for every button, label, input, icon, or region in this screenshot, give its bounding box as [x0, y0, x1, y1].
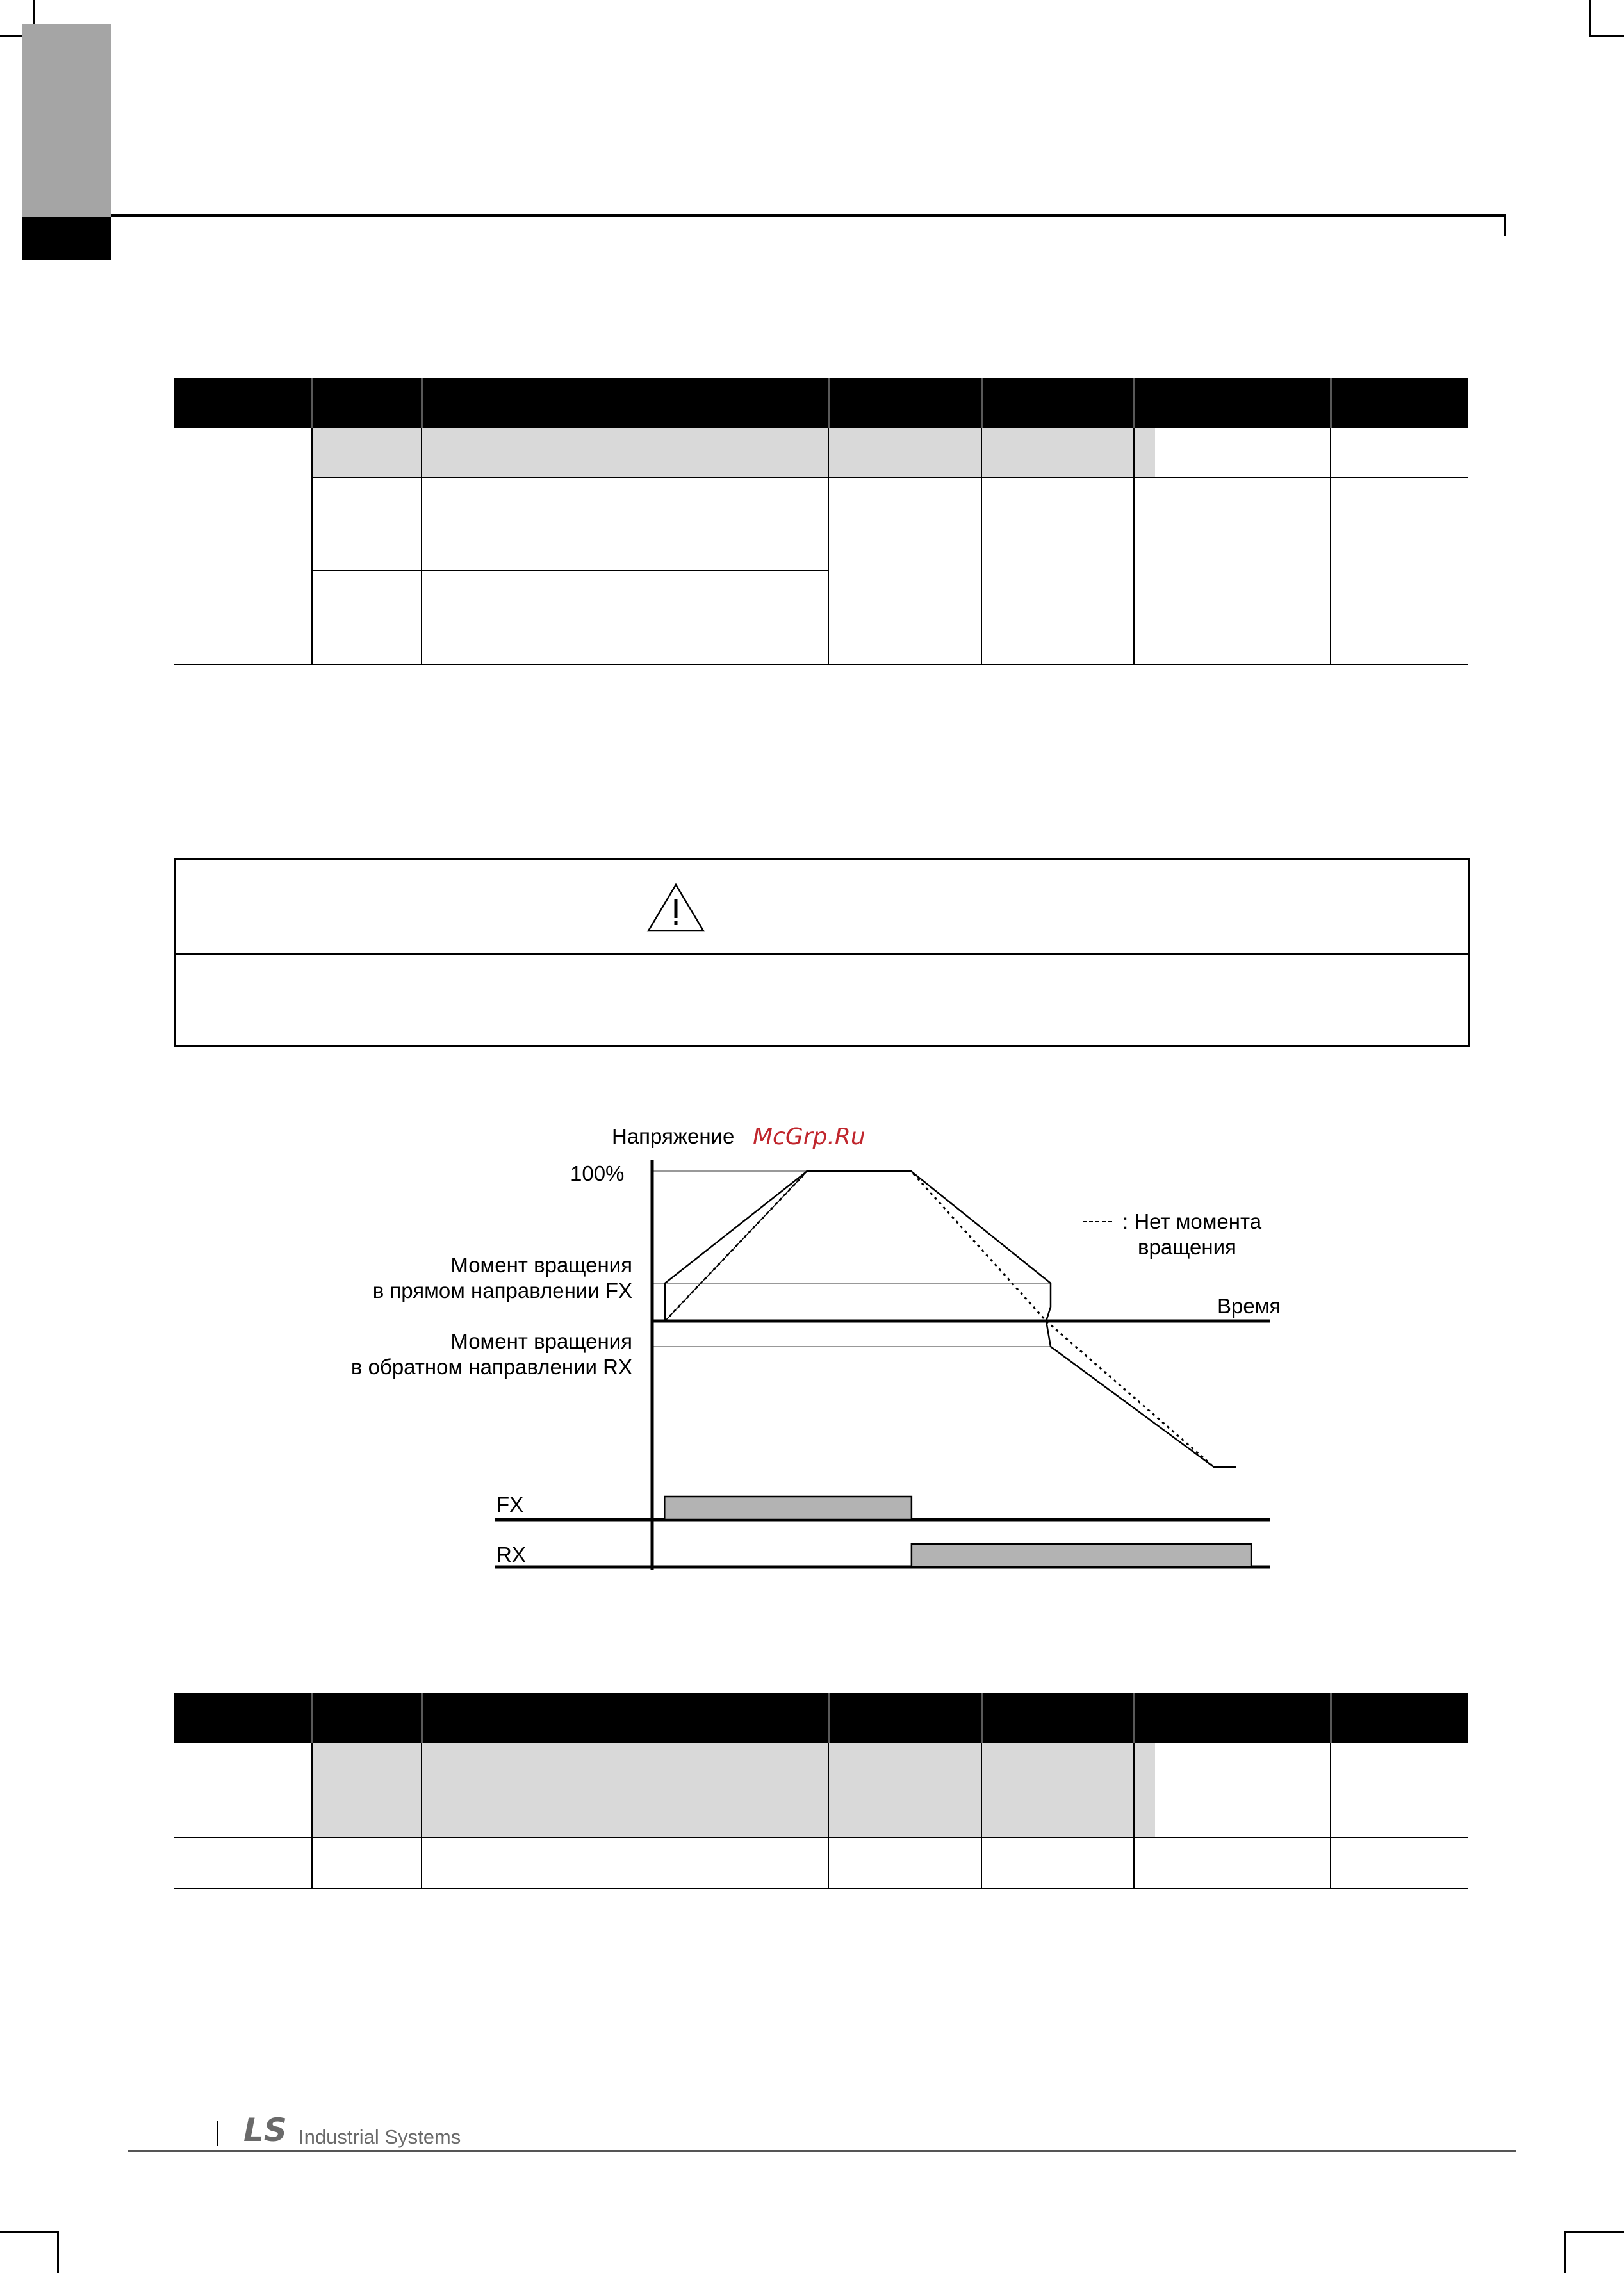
- chart-ylabel: Напряжение: [612, 1124, 735, 1148]
- footer-company: Industrial Systems: [299, 2126, 461, 2148]
- column-divider: [981, 1743, 982, 1889]
- rx-torque-label-line1: Момент вращения: [450, 1329, 632, 1353]
- header-separator: [981, 378, 983, 428]
- table-bottom-border: [174, 1888, 1468, 1889]
- header-rule: [111, 214, 1506, 217]
- crop-mark: [1589, 0, 1591, 37]
- caution-divider: [176, 953, 1468, 955]
- crop-mark: [57, 2231, 59, 2273]
- column-divider: [828, 1743, 829, 1889]
- rx-signal-bar: [912, 1544, 1251, 1567]
- fx-signal-label: FX: [496, 1493, 524, 1516]
- header-rule-tick: [1504, 214, 1506, 236]
- legend-label-line1: : Нет момента: [1122, 1210, 1262, 1233]
- header-separator: [311, 378, 313, 428]
- footer-bar: [217, 2121, 218, 2146]
- column-divider: [421, 1743, 422, 1889]
- parameter-table-2: [174, 1693, 1468, 1892]
- column-divider: [421, 428, 422, 665]
- header-separator: [421, 378, 423, 428]
- footer-rule: [128, 2150, 1516, 2152]
- legend-label-line2: вращения: [1138, 1235, 1236, 1259]
- column-divider: [828, 428, 829, 665]
- fx-signal-bar: [664, 1497, 912, 1520]
- header-separator: [981, 1693, 983, 1743]
- header-separator: [1133, 378, 1135, 428]
- header-separator: [828, 1693, 830, 1743]
- crop-mark: [1589, 35, 1624, 37]
- chapter-tab-marker: [22, 217, 111, 260]
- header-separator: [1133, 1693, 1135, 1743]
- header-separator: [1330, 378, 1332, 428]
- table-row-shaded: [313, 1743, 1155, 1837]
- parameter-table-1: [174, 378, 1468, 666]
- row-divider: [174, 1837, 1468, 1838]
- column-divider: [311, 1743, 313, 1889]
- row-divider: [313, 477, 1468, 478]
- rx-signal-label: RX: [496, 1543, 526, 1566]
- caution-box: [174, 858, 1470, 1047]
- row-divider: [313, 570, 828, 571]
- chart-xlabel: Время: [1217, 1294, 1281, 1318]
- watermark: McGrp.Ru: [753, 1124, 865, 1150]
- header-separator: [311, 1693, 313, 1743]
- header-separator: [1330, 1693, 1332, 1743]
- column-divider: [1330, 1743, 1331, 1889]
- rx-torque-label-line2: в обратном направлении RX: [350, 1355, 632, 1379]
- column-divider: [1330, 428, 1331, 665]
- ls-logo: LS: [243, 2112, 287, 2149]
- crop-mark: [0, 2231, 59, 2233]
- chapter-tab: [22, 24, 111, 217]
- column-divider: [981, 428, 982, 665]
- y-tick-100: 100%: [570, 1161, 625, 1185]
- table-bottom-border: [174, 664, 1468, 665]
- warning-triangle-icon: [646, 882, 706, 933]
- fx-torque-label-line2: в прямом направлении FX: [372, 1279, 632, 1302]
- table-header: [174, 1693, 1468, 1743]
- column-divider: [311, 428, 313, 665]
- crop-mark: [1564, 2231, 1624, 2233]
- table-row-shaded: [313, 428, 1155, 478]
- table-header: [174, 378, 1468, 428]
- crop-mark: [1564, 2231, 1566, 2273]
- header-separator: [421, 1693, 423, 1743]
- column-divider: [1133, 1743, 1135, 1889]
- column-divider: [1133, 428, 1135, 665]
- fx-torque-label-line1: Момент вращения: [450, 1253, 632, 1277]
- header-separator: [828, 378, 830, 428]
